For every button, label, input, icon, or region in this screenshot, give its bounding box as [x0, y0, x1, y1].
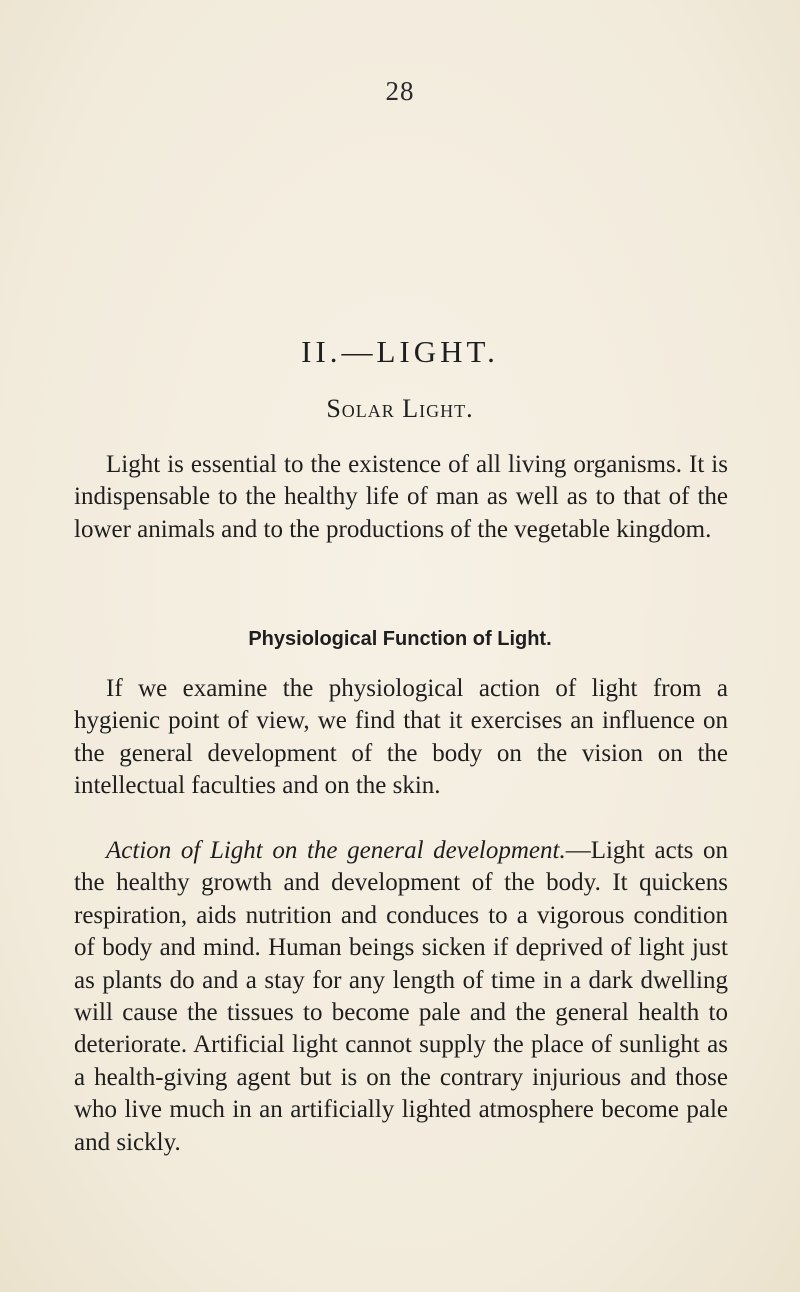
- chapter-title: II.—LIGHT.: [301, 334, 499, 369]
- paragraph-body: —Light acts on the healthy growth and development of the body. It quickens respiration, aids nutrition and conduces to a vigorous condition of body and mind. Human beings sicken if deprived of light just as plants do and a stay for any length of time in a dark dwelling will cause the tissues to become pale and the general health to deteriorate. Artificial light cannot supply the place of sunlight as a health-giving agent but is on the contrary injurious and those who live much in an artificially lighted atmosphere become pale and sickly.: [74, 837, 728, 1156]
- paragraph-physiological-action: If we examine the physiological action of light from a hygienic point of view, we find that it exercises an influence on the general development of the body on the vision on the intellectual faculties and on the skin.: [74, 675, 728, 800]
- subheading-physiological-function: Physiological Function of Light.: [248, 628, 552, 650]
- paragraph-general-development: [74, 835, 728, 1159]
- paragraph-lead-italic: Action of Light on the general development.: [106, 837, 566, 864]
- paragraph-intro: Light is essential to the existence of all living organisms. It is indispensable to the healthy life of man as well as to that of the lower animals and to the productions of the vegetable kingdom.: [74, 451, 728, 543]
- page-number: 28: [385, 76, 415, 106]
- section-title: Solar Light.: [326, 394, 474, 423]
